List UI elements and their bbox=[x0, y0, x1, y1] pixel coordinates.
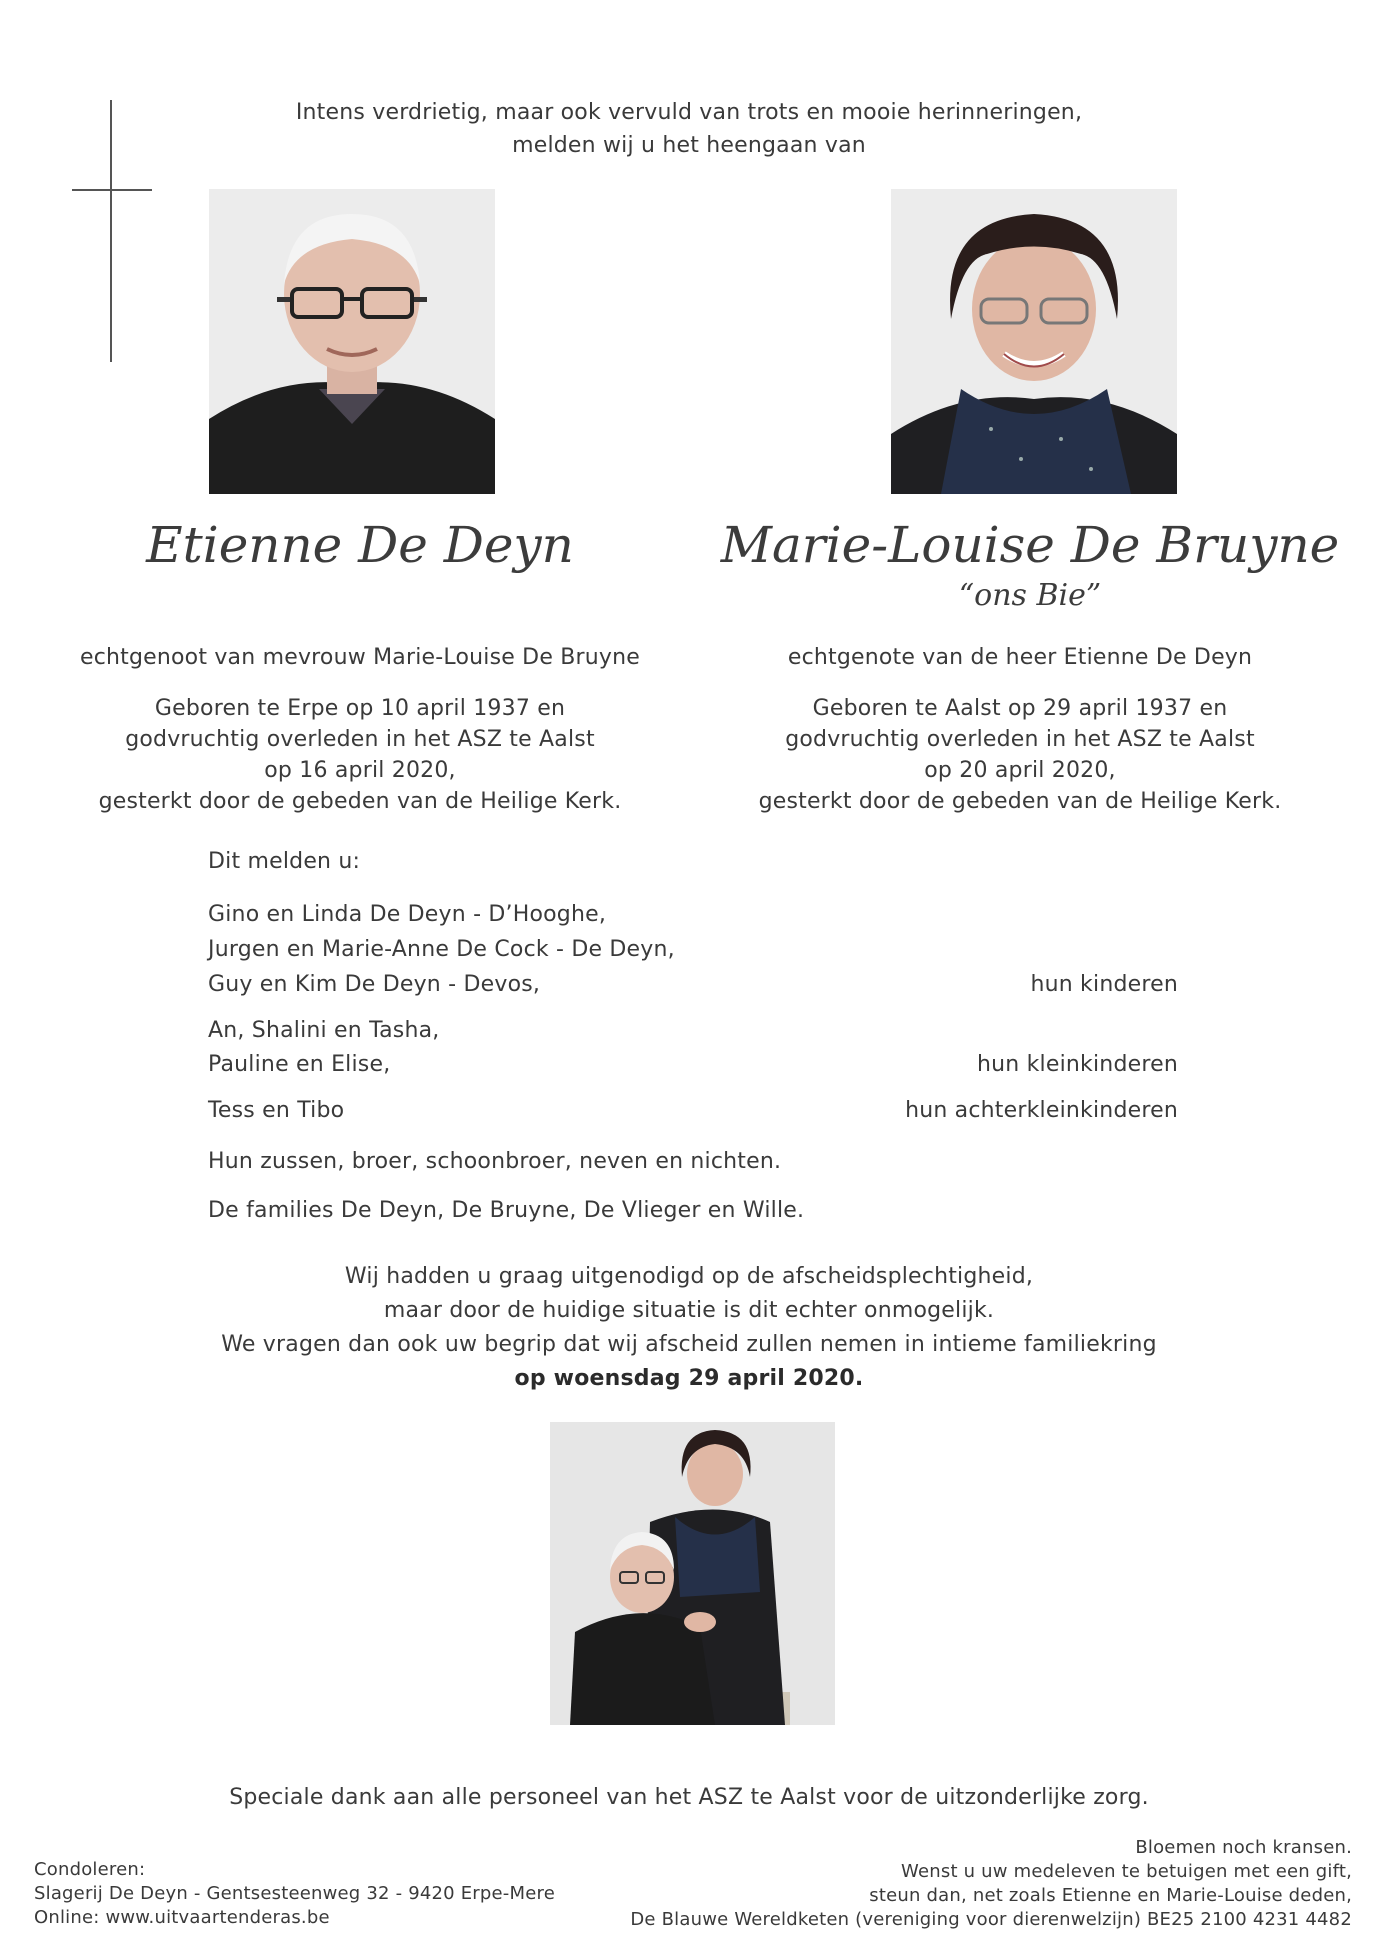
condolences-label: Condoleren: bbox=[34, 1859, 146, 1880]
children-label: hun kinderen bbox=[1030, 972, 1178, 997]
photo-couple bbox=[550, 1422, 835, 1725]
bio-line: Geboren te Erpe op 10 april 1937 en bbox=[154, 696, 566, 721]
name-etienne: Etienne De Deyn bbox=[146, 516, 574, 574]
name-marie-louise: Marie-Louise De Bruyne bbox=[720, 516, 1340, 574]
families-line: De families De Deyn, De Bruyne, De Vlieger en Wille. bbox=[208, 1198, 805, 1223]
grandchild-line: Pauline en Elise, bbox=[208, 1052, 391, 1077]
grandchildren-block bbox=[208, 1014, 1178, 1082]
condolences-address: Slagerij De Deyn - Gentsesteenweg 32 - 9420 Erpe-Mere bbox=[34, 1883, 555, 1904]
flowers-block bbox=[630, 1836, 1352, 1932]
grandchild-line: An, Shalini en Tasha, bbox=[208, 1018, 440, 1043]
flowers-line-1: Bloemen noch kransen. bbox=[1135, 1837, 1352, 1858]
child-line: Guy en Kim De Deyn - Devos, bbox=[208, 972, 541, 997]
bio-line: gesterkt door de gebeden van de Heilige Kerk. bbox=[98, 789, 622, 814]
ceremony-line-3: We vragen dan ook uw begrip dat wij afscheid zullen nemen in intieme familiekring bbox=[221, 1332, 1157, 1357]
ceremony-line-1: Wij hadden u graag uitgenodigd op de afscheidsplechtigheid, bbox=[344, 1264, 1034, 1289]
intro-text bbox=[0, 97, 1378, 161]
bio-line: godvruchtig overleden in het ASZ te Aalst bbox=[125, 727, 595, 752]
nickname: “ons Bie” bbox=[958, 578, 1102, 613]
bio-line: godvruchtig overleden in het ASZ te Aalst bbox=[785, 727, 1255, 752]
bio-line: op 20 april 2020, bbox=[924, 758, 1116, 783]
intro-line-1: Intens verdrietig, maar ook vervuld van trots en mooie herinneringen, bbox=[295, 100, 1083, 125]
relation-etienne: echtgenoot van mevrouw Marie-Louise De Bruyne bbox=[79, 645, 641, 670]
bio-etienne bbox=[60, 693, 660, 817]
bio-line: gesterkt door de gebeden van de Heilige Kerk. bbox=[758, 789, 1282, 814]
ceremony-date: op woensdag 29 april 2020. bbox=[514, 1366, 864, 1391]
cross-icon-bar bbox=[72, 189, 152, 191]
grandchildren-label: hun kleinkinderen bbox=[976, 1052, 1178, 1077]
children-block bbox=[208, 897, 1178, 1002]
great-grandchildren-block bbox=[208, 1094, 1178, 1128]
child-line: Jurgen en Marie-Anne De Cock - De Deyn, bbox=[208, 937, 675, 962]
intro-line-2: melden wij u het heengaan van bbox=[512, 133, 866, 158]
great-grandchildren-label: hun achterkleinkinderen bbox=[905, 1098, 1178, 1123]
relation-marie-louise: echtgenote van de heer Etienne De Deyn bbox=[787, 645, 1253, 670]
thanks-text: Speciale dank aan alle personeel van het ASZ te Aalst voor de uitzonderlijke zorg. bbox=[229, 1785, 1149, 1810]
condolences-block bbox=[34, 1858, 555, 1930]
flowers-line-4: De Blauwe Wereldketen (vereniging voor dierenwelzijn) BE25 2100 4231 4482 bbox=[630, 1909, 1352, 1930]
great-grandchildren-names: Tess en Tibo bbox=[208, 1098, 345, 1123]
flowers-line-2: Wenst u uw medeleven te betuigen met een gift, bbox=[901, 1861, 1352, 1882]
bio-line: op 16 april 2020, bbox=[264, 758, 456, 783]
family-section bbox=[208, 846, 1178, 1226]
ceremony-text bbox=[0, 1260, 1378, 1396]
bio-line: Geboren te Aalst op 29 april 1937 en bbox=[812, 696, 1228, 721]
condolences-online-link[interactable]: Online: www.uitvaartenderas.be bbox=[34, 1907, 330, 1928]
photo-etienne bbox=[209, 189, 495, 494]
child-line: Gino en Linda De Deyn - D’Hooghe, bbox=[208, 902, 607, 927]
ceremony-line-2: maar door de huidige situatie is dit echter onmogelijk. bbox=[383, 1298, 995, 1323]
flowers-line-3: steun dan, net zoals Etienne en Marie-Louise deden, bbox=[869, 1885, 1352, 1906]
family-heading: Dit melden u: bbox=[208, 849, 361, 874]
siblings-line: Hun zussen, broer, schoonbroer, neven en nichten. bbox=[208, 1149, 782, 1174]
bio-marie-louise bbox=[720, 693, 1320, 817]
photo-marie-louise bbox=[891, 189, 1177, 494]
